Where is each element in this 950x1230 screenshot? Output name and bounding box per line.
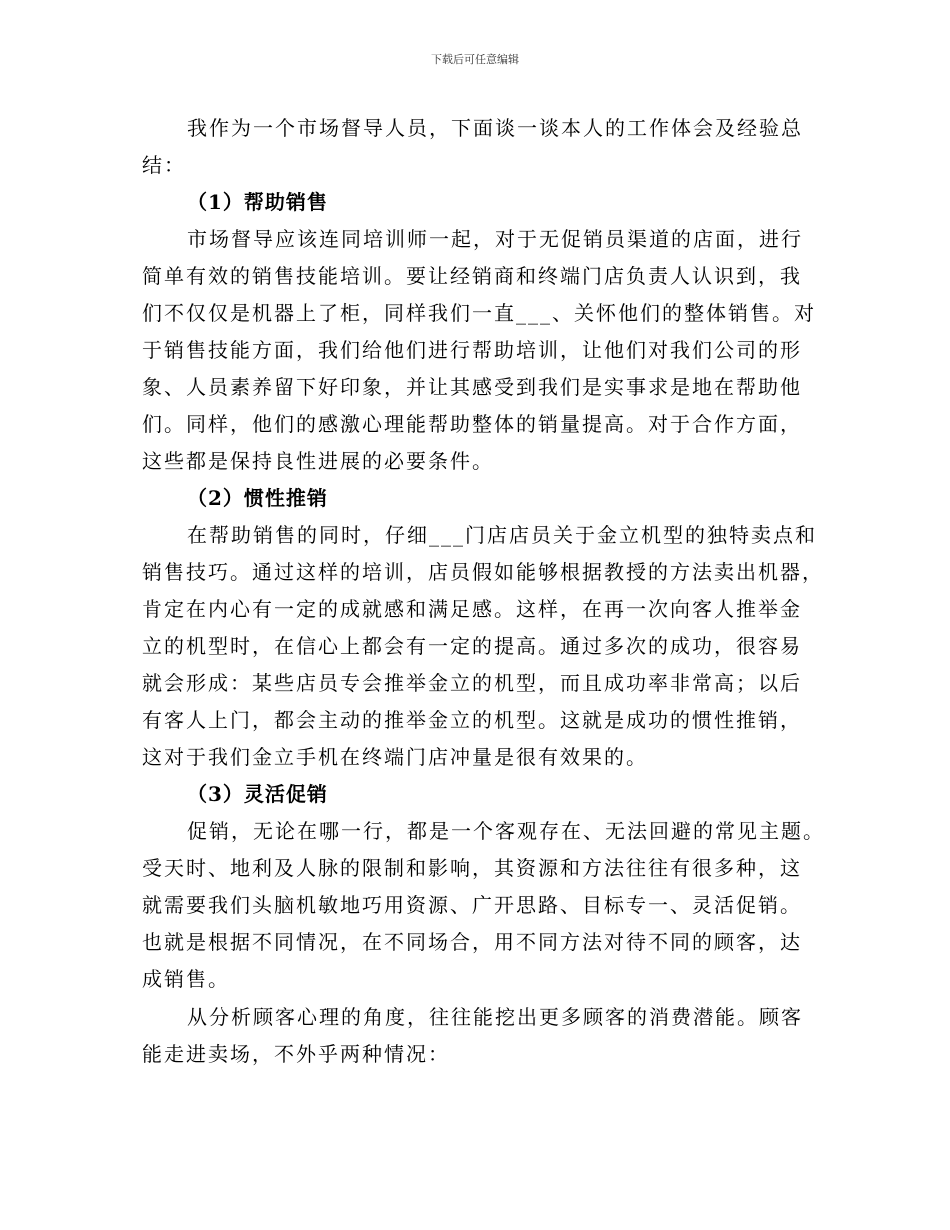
paragraph-line: 结： bbox=[142, 153, 186, 177]
section-heading: （3）灵活促销 bbox=[187, 782, 328, 806]
paragraph-line: 能走进卖场，不外乎两种情况： bbox=[142, 1042, 450, 1066]
paragraph-line: 有客人上门，都会主动的推举金立的机型。这就是成功的惯性推销， bbox=[142, 708, 802, 732]
paragraph-line: 销售技巧。通过这样的培训，店员假如能够根据教授的方法卖出机器， bbox=[142, 560, 824, 584]
section-heading: （2）惯性推销 bbox=[187, 486, 328, 510]
paragraph-line: 肯定在内心有一定的成就感和满足感。这样，在再一次向客人推举金 bbox=[142, 597, 802, 621]
paragraph-line: 们不仅仅是机器上了柜，同样我们一直___、关怀他们的整体销售。对 bbox=[142, 301, 816, 325]
paragraph-line: 就需要我们头脑机敏地巧用资源、广开思路、目标专一、灵活促销。 bbox=[142, 893, 802, 917]
paragraph-line: 市场督导应该连同培训师一起，对于无促销员渠道的店面，进行 bbox=[187, 227, 803, 251]
paragraph-line: 就会形成：某些店员专会推举金立的机型，而且成功率非常高；以后 bbox=[142, 671, 802, 695]
paragraph-line: 受天时、地利及人脉的限制和影响，其资源和方法往往有很多种，这 bbox=[142, 856, 802, 880]
paragraph-line: 立的机型时，在信心上都会有一定的提高。通过多次的成功，很容易 bbox=[142, 634, 802, 658]
paragraph-line: 在帮助销售的同时，仔细___门店店员关于金立机型的独特卖点和 bbox=[187, 523, 817, 547]
paragraph-line: 这些都是保持良性进展的必要条件。 bbox=[142, 449, 494, 473]
paragraph-line: 于销售技能方面，我们给他们进行帮助培训，让他们对我们公司的形 bbox=[142, 338, 802, 362]
section-heading: （1）帮助销售 bbox=[187, 190, 328, 214]
page-header: 下载后可任意编辑 bbox=[431, 53, 519, 66]
paragraph-line: 成销售。 bbox=[142, 967, 230, 991]
paragraph-line: 们。同样，他们的感激心理能帮助整体的销量提高。对于合作方面， bbox=[142, 412, 802, 436]
paragraph-line: 我作为一个市场督导人员，下面谈一谈本人的工作体会及经验总 bbox=[187, 116, 803, 140]
paragraph-line: 简单有效的销售技能培训。要让经销商和终端门店负责人认识到，我 bbox=[142, 264, 802, 288]
paragraph-line: 象、人员素养留下好印象，并让其感受到我们是实事求是地在帮助他 bbox=[142, 375, 802, 399]
paragraph-line: 促销，无论在哪一行，都是一个客观存在、无法回避的常见主题。 bbox=[187, 819, 825, 843]
paragraph-line: 从分析顾客心理的角度，往往能挖出更多顾客的消费潜能。顾客 bbox=[187, 1005, 803, 1029]
paragraph-line: 也就是根据不同情况，在不同场合，用不同方法对待不同的顾客，达 bbox=[142, 930, 802, 954]
paragraph-line: 这对于我们金立手机在终端门店冲量是很有效果的。 bbox=[142, 745, 648, 769]
